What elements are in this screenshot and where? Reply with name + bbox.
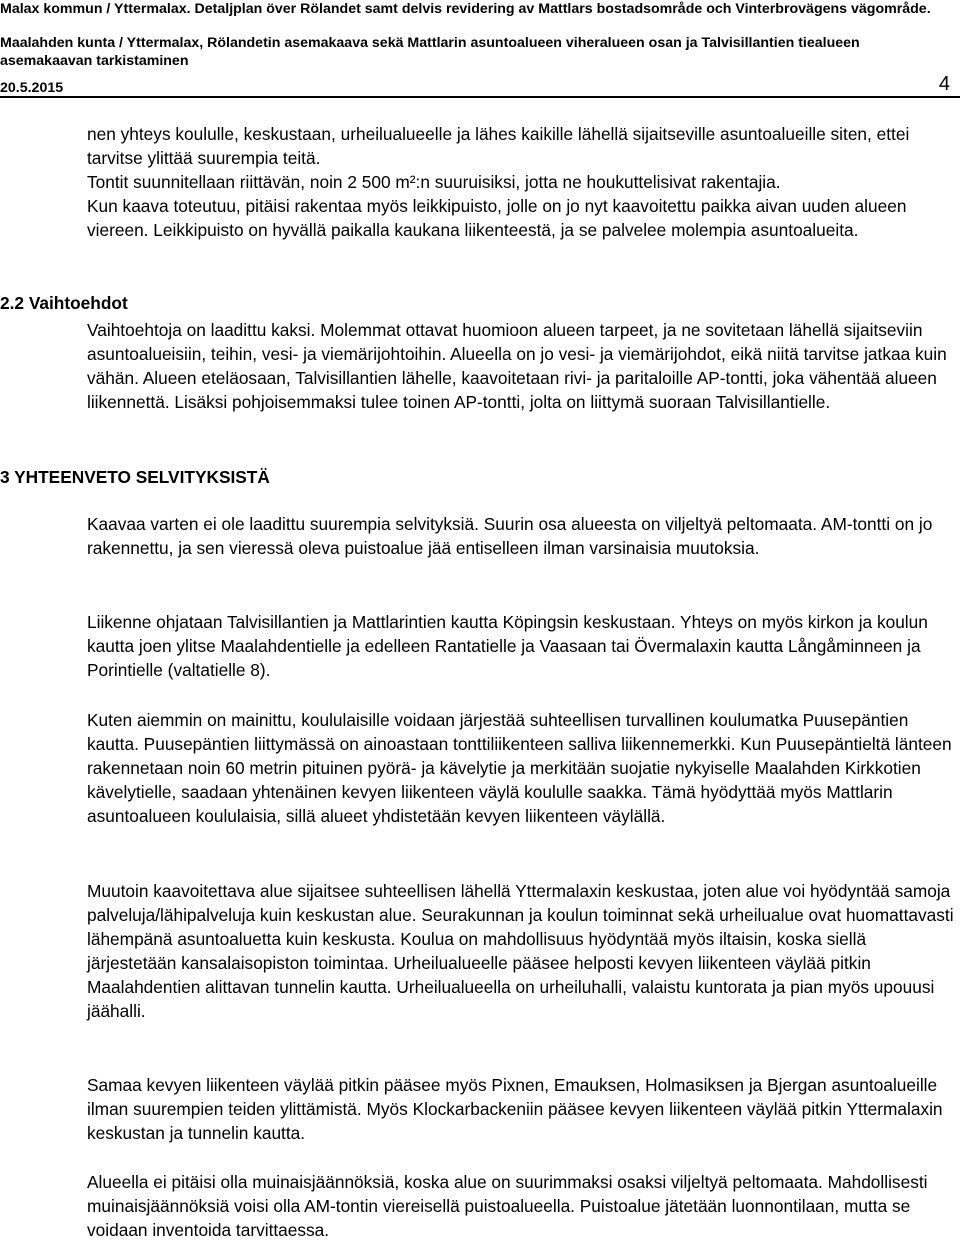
paragraph-surveys: Kaavaa varten ei ole laadittu suurempia selvityksiä. Suurin osa alueesta on viljeltyä peltomaata. AM-tontti on jo rakennettu, ja sen vieressä oleva puistoalue jää entiselleen ilman varsinaisia muutoksia. (87, 514, 933, 559)
section-heading-alternatives: 2.2 Vaihtoehdot (0, 293, 128, 313)
paragraph-services: Muutoin kaavoitettava alue sijaitsee suhteellisen lähellä Yttermalaxin keskustaa, joten alue voi hyödyntää samoja palveluja/lähipalveluja kuin keskustan alue. Seurakunnan ja koulun toiminnat sekä urheilualue ovat huomattavasti lähempänä asuntoaluetta kuin keskusta. Koulua on mahdollisuus hyödyntää myös iltaisin, koska siellä järjestetään kansalaisopiston toimintaa. Urheilualueelle pääsee helposti kevyen liikenteen väylää pitkin Maalahdentien alittavan tunnelin kautta. Urheilualueella on urheiluhalli, valaistu kuntorata ja pian myös upouusi jäähalli. (87, 881, 954, 1022)
paragraph-playground: Kun kaava toteutuu, pitäisi rakentaa myös leikkipuisto, jolle on jo nyt kaavoitettu paikka aivan uuden alueen viereen. Leikkipuisto on hyvällä paikalla kaukana liikenteestä, ja se palvelee molempia asuntoalueita. (87, 196, 907, 241)
header-title-swedish: Malax kommun / Yttermalax. Detaljplan över Rölandet samt delvis revidering av Mattlars bostadsområde och Vinterbrovägens vägområde. (0, 1, 931, 17)
header-title-finnish: Maalahden kunta / Yttermalax, Rölandetin asemakaava sekä Mattlarin asuntoalueen viheralueen osan ja Talvisillantien tiealueen asemakaavan tarkistaminen (0, 35, 860, 69)
paragraph-plot-size: Tontit suunnitellaan riittävän, noin 2 500 m²:n suuruisiksi, jotta ne houkuttelisivat rakentajia. (87, 172, 781, 192)
header-date: 20.5.2015 (0, 80, 64, 96)
section-heading-summary: 3 YHTEENVETO SELVITYKSISTÄ (0, 467, 270, 487)
paragraph-alternatives: Vaihtoehtoja on laadittu kaksi. Molemmat ottavat huomioon alueen tarpeet, ja ne sovitetaan lähellä sijaitseviin asuntoalueisiin, teihin, vesi- ja viemärijohtoihin. Alueella on jo vesi- ja viemärijohdot, eikä niitä tarvitse jatkaa kuin vähän. Alueen eteläosaan, Talvisillantien lähelle, kaavoitetaan rivi- ja paritaloille AP-tontti, joka vähentää alueen liikennettä. Lisäksi pohjoisemmaksi tulee toinen AP-tontti, jolta on liittymä suoraan Talvisillantielle. (87, 320, 947, 413)
paragraph-school-route: Kuten aiemmin on mainittu, koululaisille voidaan järjestää suhteellisen turvallinen koulumatka Puusepäntien kautta. Puusepäntien liittymässä on ainoastaan tonttiliikenteen salliva liikennemerkki. Kun Puusepäntieltä länteen rakennetaan noin 60 metrin pituinen pyörä- ja kävelytie ja merkitään suojatie nykyiselle Maalahden Kirkkotien kävelytielle, saadaan yhtenäinen kevyen liikenteen väylä koululle saakka. Tämä hyödyttää myös Mattlarin asuntoalueen koululaisia, sillä alueet yhdistetään kevyen liikenteen väylällä. (87, 710, 952, 827)
paragraph-school-connection: nen yhteys koululle, keskustaan, urheilualueelle ja lähes kaikille lähellä sijaitseville asuntoalueille siten, ettei tarvitse ylittää suurempia teitä. (87, 124, 910, 169)
header-divider (0, 96, 960, 98)
paragraph-cycle-path: Samaa kevyen liikenteen väylää pitkin pääsee myös Pixnen, Emauksen, Holmasiksen ja Bjergan asuntoalueille ilman suurempien teiden ylittämistä. Myös Klockarbackeniin pääsee kevyen liikenteen väylää pitkin Yttermalaxin keskustan ja tunnelin kautta. (87, 1075, 943, 1144)
page-number: 4 (938, 73, 950, 95)
paragraph-antiquities: Alueella ei pitäisi olla muinaisjäännöksiä, koska alue on suurimmaksi osaksi viljeltyä peltomaata. Mahdollisesti muinaisjäännöksiä voisi olla AM-tontin viereisellä puistoalueella. Puistoalue jätetään luonnontilaan, mutta se voidaan inventoida tarvittaessa. (87, 1172, 928, 1241)
paragraph-traffic: Liikenne ohjataan Talvisillantien ja Mattlarintien kautta Köpingsin keskustaan. Yhteys on myös kirkon ja koulun kautta joen ylitse Maalahdentielle ja edelleen Rantatielle ja Vaasaan tai Övermalaxin kautta Långåminneen ja Porintielle (valtatielle 8). (87, 612, 928, 681)
